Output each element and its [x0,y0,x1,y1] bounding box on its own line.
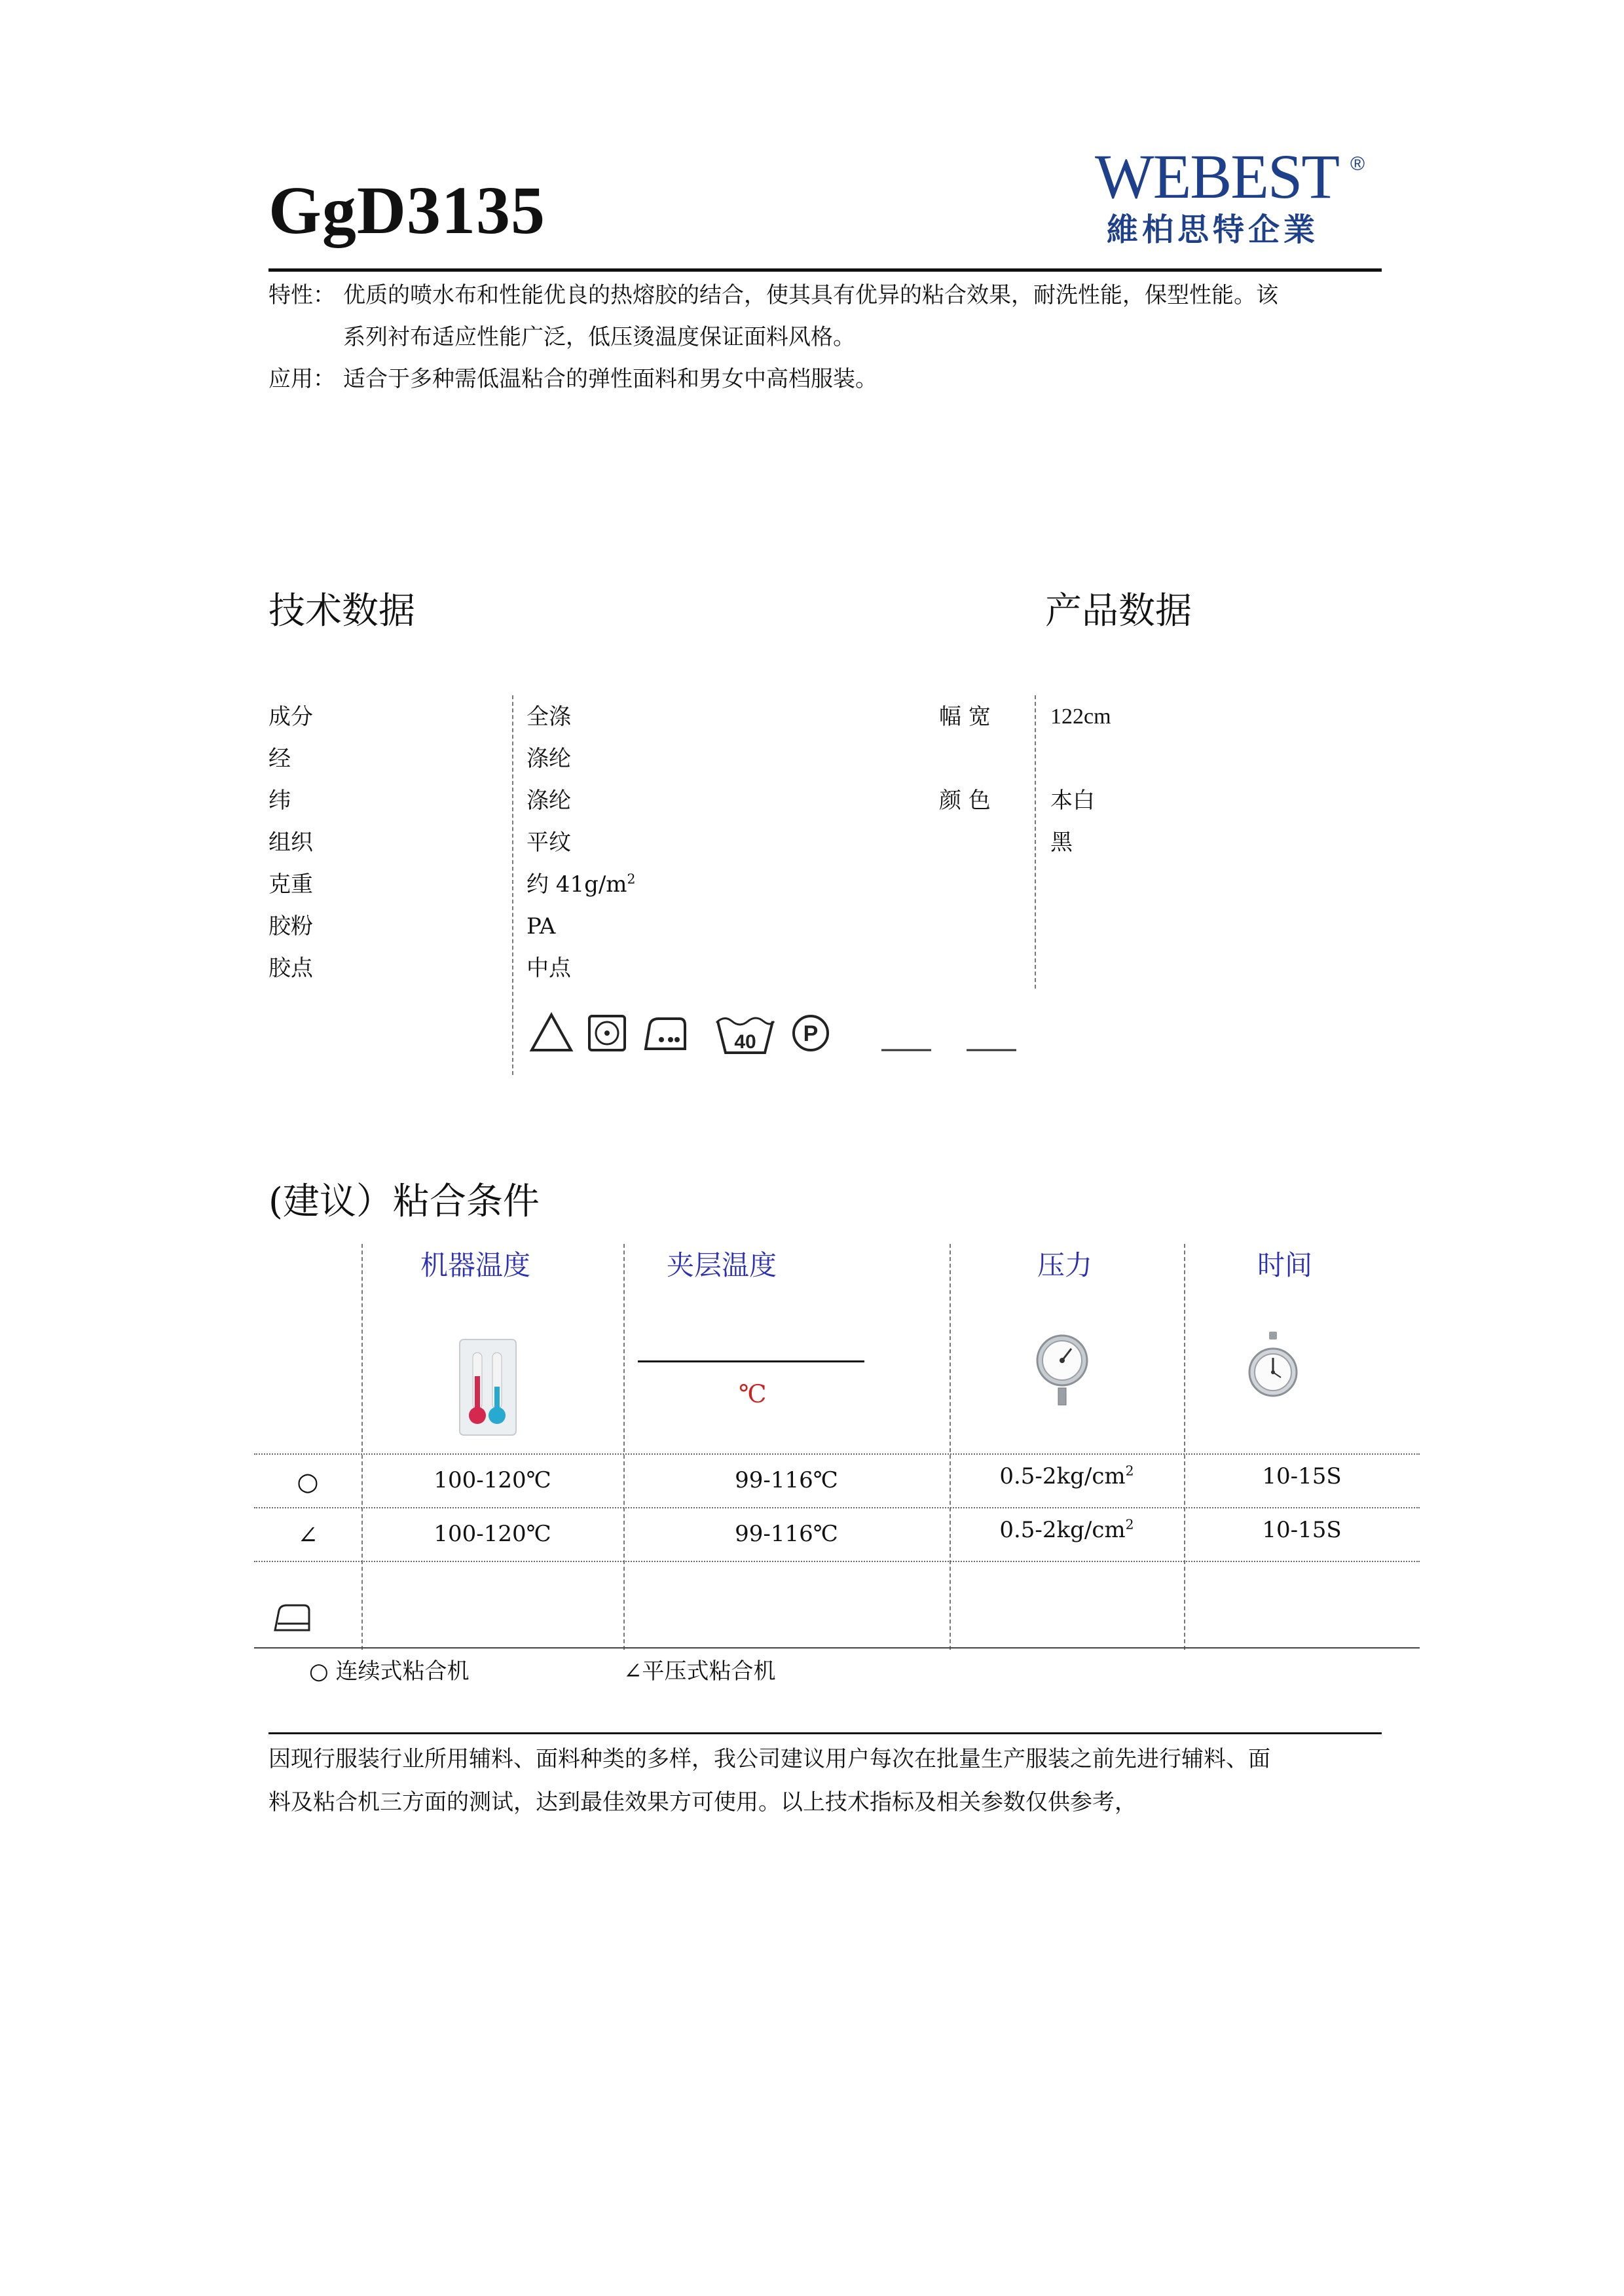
legend-flat-press: ∠平压式粘合机 [623,1658,776,1685]
tech-row-value: 全涤 [526,704,571,730]
brand-logo-chinese: 維柏思特企業 [1107,211,1320,248]
bonding-cell-interlayer: 99-116℃ [735,1521,838,1547]
bonding-cell-time: 10-15S [1262,1517,1342,1543]
bleach-triangle-icon [532,1015,571,1050]
hand-iron-icon [271,1601,313,1634]
application-text: 适合于多种需低温粘合的弹性面料和男女中高档服装。 [343,366,877,392]
footer-divider [268,1732,1382,1734]
bonding-col-divider-4 [1184,1244,1185,1650]
tech-row-label: 纬 [268,788,291,814]
bonding-cell-interlayer: 99-116℃ [735,1467,838,1493]
iron-two-dots-icon [646,1019,685,1049]
tech-row-label: 组织 [268,829,313,856]
tech-row-value: 平纹 [526,829,571,856]
interlayer-temp-unit: ℃ [739,1379,767,1408]
tech-row-label: 经 [268,746,291,772]
tech-data-title: 技术数据 [268,590,415,632]
bonding-row-line-3 [254,1561,1420,1562]
dry-clean-p-icon [794,1016,828,1050]
header-time: 时间 [1257,1249,1313,1281]
features-line-2: 系列衬布适应性能广泛，低压烫温度保证面料风格。 [343,324,855,350]
bonding-col-divider-3 [950,1244,951,1650]
tech-table-divider [512,695,513,1075]
footer-note-line-2: 料及粘合机三方面的测试，达到最佳效果方可使用。以上技术指标及相关参数仅供参考， [268,1789,1137,1815]
stopwatch-icon [1247,1329,1299,1408]
header-machine-temp: 机器温度 [420,1249,531,1281]
wash-temp-label: 40 [734,1031,756,1053]
product-data-title: 产品数据 [1045,590,1192,632]
pressure-gauge-icon [1036,1329,1088,1408]
bonding-cell-time: 10-15S [1262,1463,1342,1489]
bonding-cell-symbol: ○ [297,1467,319,1496]
bonding-cell-machine: 100-120℃ [434,1467,551,1493]
tech-row-label: 胶点 [268,955,313,981]
tech-row-label: 胶粉 [268,913,313,939]
tech-row-value: 约 $41g/m^2$ [526,871,636,898]
registered-mark: ® [1350,153,1365,175]
bonding-cell-pressure: $0.5-2kg/cm^2$ [999,1516,1134,1543]
brand-logo-text: WEBEST [1095,141,1338,211]
bonding-col-divider-1 [361,1244,363,1650]
width-label: 幅 宽 [939,704,991,730]
thermometer-icon [458,1338,517,1436]
bonding-cell-symbol: ∠ [297,1521,318,1550]
features-label: 特性： [268,282,335,308]
color-value-1: 本白 [1050,788,1095,814]
features-line-1: 优质的喷水布和性能优良的热熔胶的结合，使其具有优异的粘合效果，耐洗性能，保型性能。该 [343,282,1278,308]
dry-clean-letter: P [803,1021,819,1046]
header-interlayer-temp: 夹层温度 [667,1249,777,1281]
footer-note-line-1: 因现行服装行业所用辅料、面料种类的多样，我公司建议用户每次在批量生产服装之前先进行辅料、面 [268,1746,1270,1772]
interlayer-temp-blank-line [638,1360,864,1362]
tumble-dry-icon [589,1016,625,1050]
tech-row-value: PA [526,913,556,939]
color-label: 颜 色 [939,788,991,814]
color-value-2: 黑 [1050,829,1073,856]
bonding-row-line-2 [254,1507,1420,1508]
wash-40-icon [716,1018,774,1053]
application-label: 应用： [268,366,335,392]
care-symbols [528,1007,1025,1059]
product-code: GgD3135 [268,173,545,248]
tech-row-value: 涤纶 [526,788,571,814]
bonding-title: (建议）粘合条件 [268,1180,540,1223]
width-value: 122cm [1050,704,1111,729]
bonding-col-divider-2 [623,1244,625,1650]
header-divider [268,268,1382,272]
tech-row-value: 中点 [526,955,571,981]
tech-row-label: 克重 [268,871,313,898]
product-table-divider [1035,695,1036,989]
tech-row-value: 涤纶 [526,746,571,772]
legend-continuous-press: ○ 连续式粘合机 [309,1658,470,1685]
bonding-table-bottom [254,1647,1420,1649]
tech-row-label: 成分 [268,704,313,730]
bonding-cell-machine: 100-120℃ [434,1521,551,1547]
bonding-cell-pressure: $0.5-2kg/cm^2$ [999,1463,1134,1489]
bonding-row-line-1 [254,1453,1420,1455]
header-pressure: 压力 [1037,1249,1093,1281]
